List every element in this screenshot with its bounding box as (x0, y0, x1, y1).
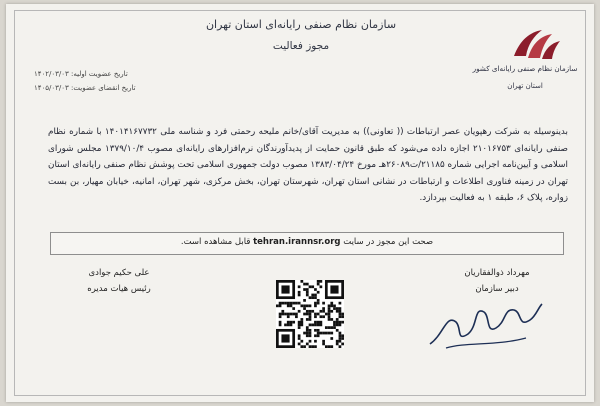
organization-logo-icon (506, 26, 564, 64)
permit-title: مجوز فعالیت (272, 40, 330, 52)
expiry-date: تاریخ انقضای عضویت: ۱۴۰۵/۰۳/۰۳ (34, 84, 136, 92)
board-chairman-title: رئیس هیات مدیره (87, 284, 151, 294)
verification-suffix: قابل مشاهده است. (180, 237, 251, 247)
first-membership-date: تاریخ عضویت اولیه: ۱۴۰۲/۰۳/۰۳ (34, 70, 128, 78)
logo-org-name: سازمان نظام صنفی رایانه‌ای کشور (472, 64, 578, 73)
permit-document (6, 4, 594, 402)
verification-box (50, 232, 564, 255)
verification-prefix: صحت این مجوز در سایت (343, 237, 434, 247)
board-chairman-name: علی حکیم جوادی (88, 268, 150, 278)
verification-site-link[interactable]: tehran.irannsr.org (253, 237, 341, 247)
verification-qr-code[interactable] (276, 280, 344, 348)
secretary-name: مهرداد ذوالفقاریان (464, 268, 530, 278)
secretary-title: دبیر سازمان (475, 284, 519, 294)
logo-province: استان تهران (507, 82, 543, 90)
permit-body-text: بدینوسیله به شرکت رهپویان عصر ارتباطات (( تعاونی)) به مدیریت آقای/خانم ملیحه رحمتی فرد و شناسه ملی ۱۴۰۱۴۱۶۷۷۳۲ با شماره نظام صنفی رایانه‌ای ۲۱۰۱۶۷۵۳ اجازه داده می‌شود که طبق قانون حمایت از پدیدآورندگان نرم‌افزارهای رایانه‌ای مصوب ۱۳۷۹/۱۰/۴ مجلس شورای اسلامی و آیین‌نامه اجرایی شماره ۲۱۱۸۵/ت۲۶۰۸۹هـ مورخ ۱۳۸۳/۰۴/۲۴ مصوب دولت جمهوری اسلامی تحت پوشش نظام صنفی رایانه‌ای استان تهران در زمینه فناوری اطلاعات و ارتباطات در نشانی استان تهران، شهرستان تهران، بخش مرکزی، شهر تهران، امانیه، خیابان مهیار، بن بست زواره، پلاک ۶، طبقه ۱ به فعالیت بپردازد. (48, 127, 568, 203)
handwritten-signature (426, 294, 546, 354)
verification-text (51, 237, 563, 247)
organization-title: سازمان نظام صنفی رایانه‌ای استان تهران (205, 18, 397, 31)
